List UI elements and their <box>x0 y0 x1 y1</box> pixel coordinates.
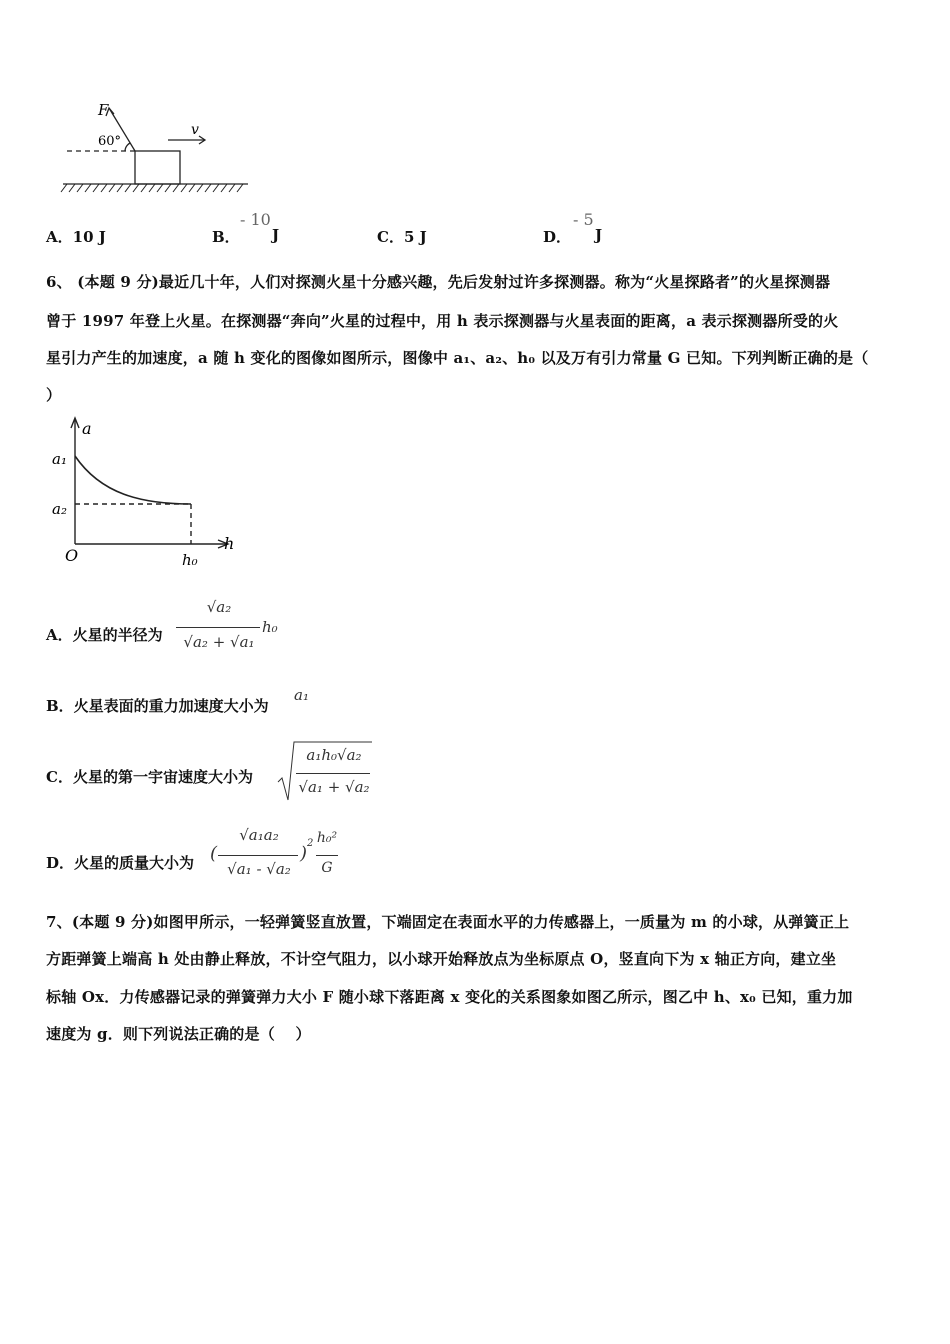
a1-label: a₁ <box>52 450 67 468</box>
q5-option-c[interactable]: C．5 J <box>377 228 427 246</box>
q6-option-c-fraction-bar <box>296 773 370 774</box>
q6-option-d-fraction-bar-2 <box>316 855 338 856</box>
a2-label: a₂ <box>52 500 67 518</box>
q6-option-c-denominator: √a₁ + √a₂ <box>298 778 370 796</box>
q6-option-d-power: 2 <box>307 838 314 849</box>
h0-label: h₀ <box>182 551 198 569</box>
q6-option-c-numerator: a₁h₀√a₂ <box>306 746 362 764</box>
q5-option-b[interactable]: B． <box>212 228 240 246</box>
q6-option-b[interactable]: B．火星表面的重力加速度大小为 <box>46 697 269 715</box>
q6-option-c[interactable]: C．火星的第一宇宙速度大小为 <box>46 768 253 786</box>
q7-stem-line-2: 方距弹簧上端高 h 处由静止释放，不计空气阻力，以小球开始释放点为坐标原点 O，竖直向下为 x 轴正方向，建立坐 <box>46 950 837 968</box>
q5-option-d-unit: J <box>595 226 603 244</box>
q6-option-a-fraction-bar <box>176 627 260 628</box>
angle-arc <box>125 143 130 151</box>
q6-option-a-tail: h₀ <box>262 618 278 636</box>
acceleration-height-graph <box>46 412 246 577</box>
q6-option-a[interactable]: A．火星的半径为 <box>46 626 163 644</box>
block <box>135 151 180 184</box>
q6-stem-line-2: 曾于 1997 年登上火星。在探测器“奔向”火星的过程中，用 h 表示探测器与火星表面的距离，a 表示探测器所受的火 <box>46 312 839 330</box>
q6-option-d-close-paren: ) <box>300 843 308 864</box>
q6-stem-line-1: 6、 (本题 9 分)最近几十年，人们对探测火星十分感兴趣，先后发射过许多探测器。称为“火星探路者”的火星探测器 <box>46 273 831 291</box>
q7-stem-line-4: 速度为 g．则下列说法正确的是（ ） <box>46 1025 311 1043</box>
velocity-label: v <box>191 122 199 138</box>
q6-option-d-fraction-bar <box>218 855 298 856</box>
force-label: F <box>98 101 109 119</box>
y-axis-label: a <box>82 419 92 438</box>
q6-stem-line-3: 星引力产生的加速度，a 随 h 变化的图像如图所示，图像中 a₁、a₂、h₀ 以及万有引力常量 G 已知。下列判断正确的是（ <box>46 349 869 367</box>
q5-option-b-unit: J <box>272 226 280 244</box>
q6-option-d[interactable]: D．火星的质量大小为 <box>46 854 195 872</box>
q6-option-a-denominator: √a₂ + √a₁ <box>183 633 255 651</box>
q5-option-d-value: - 5 <box>573 210 594 229</box>
q6-option-a-numerator: √a₂ <box>206 598 232 616</box>
q5-option-b-value: - 10 <box>240 210 271 229</box>
q6-option-d-open-paren: ( <box>210 843 218 864</box>
q6-option-d-numerator: √a₁a₂ <box>239 826 279 844</box>
q6-option-d-denominator: √a₁ - √a₂ <box>227 860 291 878</box>
angle-label: 60° <box>98 134 122 149</box>
force-block-figure <box>55 98 255 198</box>
origin-label: O <box>65 546 79 565</box>
q6-option-d-denominator-2: G <box>321 860 333 876</box>
q6-option-d-numerator-2: h₀² <box>316 830 338 846</box>
q7-stem-line-1: 7、(本题 9 分)如图甲所示，一轻弹簧竖直放置，下端固定在表面水平的力传感器上，一质量为 m 的小球，从弹簧正上 <box>46 913 850 931</box>
q7-stem-line-3: 标轴 Ox．力传感器记录的弹簧弹力大小 F 随小球下落距离 x 变化的关系图象如图乙所示，图乙中 h、x₀ 已知，重力加 <box>46 988 853 1006</box>
ground-hatching <box>61 184 243 192</box>
q5-option-d[interactable]: D． <box>543 228 572 246</box>
a-h-curve <box>75 456 191 504</box>
q6-stem-line-4: ） <box>46 386 62 404</box>
x-axis-label: h <box>224 534 235 553</box>
q5-option-a[interactable]: A．10 J <box>46 228 106 246</box>
q6-option-b-expr: a₁ <box>294 686 309 704</box>
